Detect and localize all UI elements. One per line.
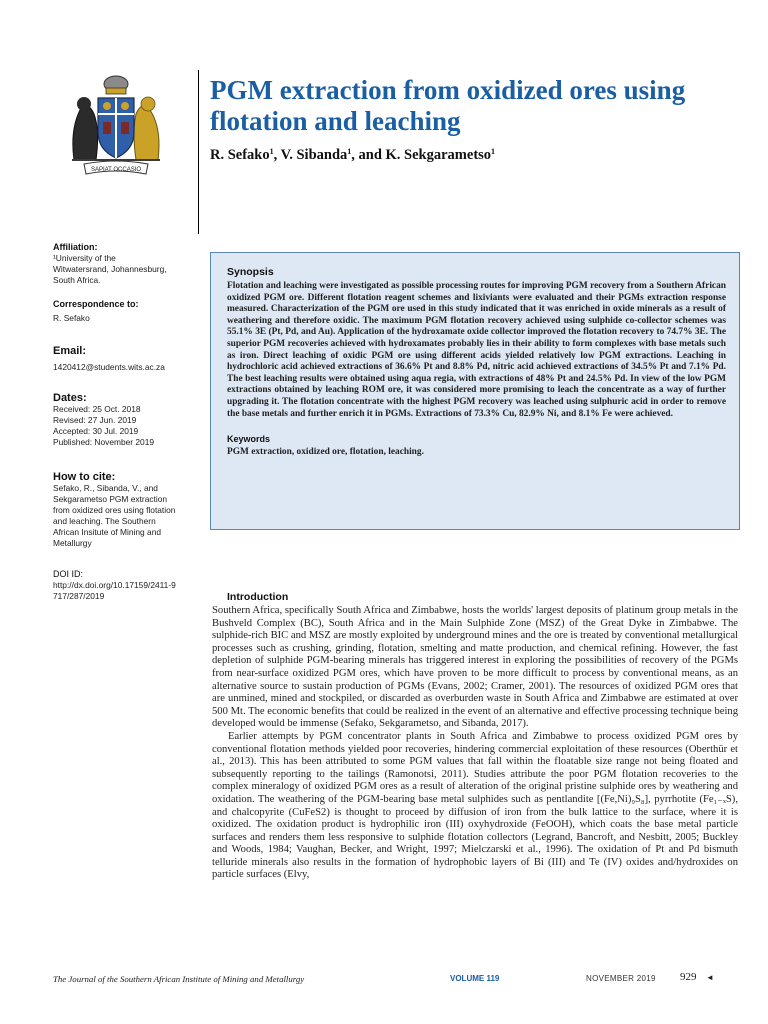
email-text[interactable]: 1420412@students.wits.ac.za <box>53 362 165 372</box>
cite-text: Sefako, R., Sibanda, V., and Sekgarametso PGM extraction from oxidized ores using flotation and leaching. The Southern African Insitute of Mining and Metallurgy <box>53 483 176 548</box>
body-paragraph: Southern Africa, specifically South Africa and Zimbabwe, hosts the worlds' largest deposits of platinum group metals in the Bushveld Complex (BC), South Africa and in the Main Sulphide Zone (MSZ) of the Great Dyke in Zimbabwe. The sulphide-rich BIC and MSZ are mostly exploited by underground mines and the ore is treated by conventional metallurgical processes such as crushing, grinding, flotation, smelting and matte production, and chemical refining. However, the fast depletion of sulphide PGM-bearing minerals has triggered interest in exploring the possibilities of recovery of the PGMs from near-surface oxidized PGM ores, which have proven to be more difficult to process by conventional means, as an alternative source to sustain production of PGMs (Evans, 2002; Cramer, 2001). The resources of oxidized PGM ores that are unmined, mined and stockpiled, or discarded as overburden waste in South Africa and Zimbabwe are estimated at over 500 Mt. The economic benefits that could be realized in the event of an alternative and effective processing technique being developed would be immense (Sefako, Sekgarametso, and Sibanda, 2017). <box>212 605 738 730</box>
doi-link[interactable]: http://dx.doi.org/10.17159/2411-9717/287/2019 <box>53 580 176 601</box>
correspondence-block <box>53 299 203 324</box>
citation-block <box>53 472 203 549</box>
keywords-text: PGM extraction, oxidized ore, flotation, leaching. <box>227 447 424 458</box>
page-arrow-icon: ◄ <box>706 973 714 982</box>
affiliation-heading: Affiliation: <box>53 242 98 252</box>
footer-date: NOVEMBER 2019 <box>586 974 656 983</box>
keywords-heading: Keywords <box>227 434 271 445</box>
date-accepted: Accepted: 30 Jul. 2019 <box>53 426 139 436</box>
introduction-body <box>212 605 738 882</box>
author-separator: , <box>273 147 281 163</box>
date-received: Received: 25 Oct. 2018 <box>53 404 141 414</box>
email-heading: Email: <box>53 345 87 357</box>
title-divider <box>198 70 199 234</box>
email-block <box>53 346 203 373</box>
synopsis-heading: Synopsis <box>227 266 274 278</box>
article-title: PGM extraction from oxidized ores using flotation and leaching <box>210 75 686 136</box>
page-number: 929 <box>680 971 697 983</box>
doi-block <box>53 569 203 602</box>
doi-heading: DOI ID: <box>53 569 84 579</box>
body-paragraph: Earlier attempts by PGM concentrator plants in South Africa and Zimbabwe to process oxidized PGM ores by conventional flotation methods yielded poor recoveries, hindering commercial exploitation of these resources (Oberthür et al., 2013). This has been attributed to some PGM values that fall within the floatable size range not being floated and subsequently reporting to the tailings (Ramonotsi, 2011). Studies attribute the poor PGM flotation recoveries to the complex mineralogy of oxidized PGM ores as a result of alteration of the original pristine sulphide ores by weathering and oxidation. The weathering of the PGM-bearing base metal sulphides such as pentlandite [(Fe,Ni)₉S₈], pyrrhotite (Fe₁₋ₓS), and chalcopyrite (CuFeS2) is thought to proceed by diffusion of iron from the bulk lattice to the surface, where it is oxidized. The oxidation product is hydrophilic iron (III) oxyhydroxide (FeOOH), which coats the base metal particle surfaces and renders them less responsive to sulphide flotation collectors (Legrand, Bancroft, and Nesbitt, 2005; Buckley and Woods, 1984; Vaughan, Becker, and Wright, 1997; Mielczarski et al., 1996). The oxidation of Pt and Pd bismuth telluride minerals also results in the formation of hydrophobic layers of Bi (III) and Te (IV) oxides and/hydroxides on particle surfaces (Elvy, <box>212 730 738 881</box>
affiliation-text: ¹University of the Witwatersrand, Johannesburg, South Africa. <box>53 253 167 285</box>
crest-motto: SAPIAT OCCASIO <box>90 167 142 173</box>
author-name: R. Sefako <box>210 147 270 163</box>
author-name: K. Sekgarametso <box>385 147 492 163</box>
author-affiliation-mark: 1 <box>491 147 496 156</box>
author-list <box>210 147 710 164</box>
correspondence-heading: Correspondence to: <box>53 299 139 309</box>
date-revised: Revised: 27 Jun. 2019 <box>53 415 137 425</box>
author-affiliation-mark: 1 <box>347 147 352 156</box>
institute-crest <box>66 70 166 176</box>
dates-heading: Dates: <box>53 392 87 404</box>
affiliation-block <box>53 242 203 286</box>
synopsis-text: Flotation and leaching were investigated as possible processing routes for improving PGM recovery from a Southern African oxidized PGM ore. Different flotation reagent schemes and lixiviants were evaluated and their PGMs extraction response measured. Characterization of the PGM ore used in this study indicated that it was enriched in oxide minerals as a result of weathering and therefore oxidic. The maximum PGM flotation recovery achieved using sulphide co-collector schemes was 55.1% 3E (Pt, Pd, and Au). Application of the hydroxamate oxide collector improved the flotation recovery to 74.7% 3E. The superior PGM recoveries achieved with hydroxamates probably lies in their ability to form complexes with base metals such as iron. Direct leaching of oxidic PGM ore using different acids yielded relatively low PGM extractions. Leaching in hydrochloric acid achieved extractions of 36.6% Pt and 8.8% Pd, nitric acid achieved extractions of 34.5% Pt and 7.1% Pd. The best leaching results were obtained using aqua regia, with extractions of 48% Pt and 24.5% Pd. In view of the low PGM extractions obtained by leaching ROM ore, it was considered more promising to leach the concentrate as a way of further upgrading it. The flotation concentrate with the highest PGM recovery was leached using sulphuric acid in order to remove the base metals and further enrich it in PGMs. Extractions of 73.3% Cu, 82.9% Ni, and 8.1% Fe were achieved. <box>227 281 726 419</box>
introduction-heading: Introduction <box>227 591 289 603</box>
author-separator: , and <box>351 147 386 163</box>
dates-block <box>53 393 203 448</box>
author-affiliation-mark: 1 <box>269 147 274 156</box>
date-published: Published: November 2019 <box>53 437 155 447</box>
footer-volume: VOLUME 119 <box>450 974 500 983</box>
cite-heading: How to cite: <box>53 471 116 483</box>
footer-journal-name: The Journal of the Southern African Institute of Mining and Metallurgy <box>53 974 305 984</box>
correspondence-text: R. Sefako <box>53 313 90 323</box>
author-name: V. Sibanda <box>280 147 348 163</box>
synopsis-box <box>210 252 740 530</box>
